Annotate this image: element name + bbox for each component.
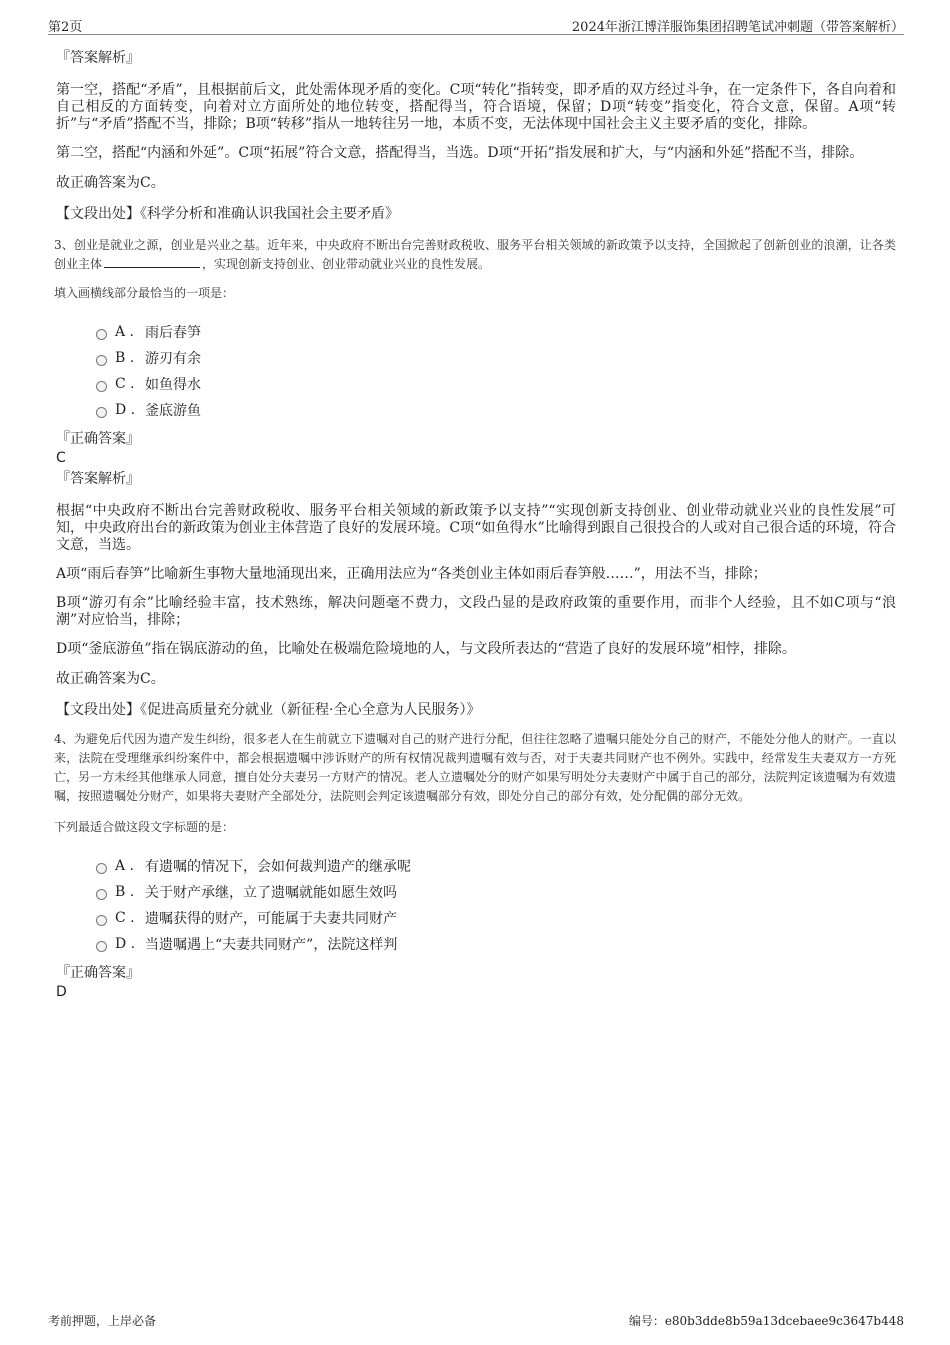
option-c[interactable] — [96, 905, 896, 931]
question-stem: 4、为避免后代因为遗产发生纠纷，很多老人在生前就立下遗嘱对自己的财产进行分配，但往往忽略了遗嘱只能处分自己的财产，不能处分他人的财产。一直以来，法院在受理继承纠纷案件中，都会根据遗嘱中涉诉财产的所有权情况裁判遗嘱有效与否，对于夫妻共同财产也不例外。实践中，经常发生夫妻双方一方死亡，另一方未经其他继承人同意，擅自处分夫妻另一方财产的情况。老人立遗嘱处分的财产如果写明处分夫妻财产中属于自己的部分，法院判定该遗嘱为有效遗嘱，按照遗嘱处分财产，如果将夫妻财产全部处分，法院则会判定该遗嘱部分有效，即处分自己的部分有效，处分配偶的部分无效。 — [54, 732, 896, 803]
document-id: 编号：e80b3dde8b59a13dcebaee9c3647b448 — [628, 1314, 904, 1328]
option-text: 游刃有余 — [145, 351, 201, 367]
correct-answer: C — [56, 450, 66, 466]
option-b[interactable] — [96, 879, 896, 905]
analysis-conclusion: 故正确答案为C。 — [56, 671, 165, 687]
option-text: 遗嘱获得的财产，可能属于夫妻共同财产 — [145, 911, 397, 927]
option-letter: D . — [115, 936, 136, 952]
question-prompt: 填入画横线部分最恰当的一项是： — [54, 286, 235, 300]
question-prompt: 下列最适合做这段文字标题的是： — [54, 820, 235, 834]
question-stem-part: 3、创业是就业之源，创业是兴业之基。近年来，中央政府不断出台完善财政税收、服务平台相关领域的新政策予以支持，全国掀起了创新创业的浪潮，让各类创业主体 — [54, 238, 896, 271]
radio-icon[interactable] — [96, 329, 107, 340]
option-letter: A . — [115, 324, 135, 340]
option-d[interactable] — [96, 397, 896, 423]
question-stem — [54, 236, 896, 274]
option-text: 雨后春笋 — [145, 325, 201, 341]
radio-icon[interactable] — [96, 941, 107, 952]
page-header — [48, 14, 904, 35]
option-letter: B . — [115, 884, 135, 900]
analysis-label: 『答案解析』 — [56, 471, 140, 487]
source-citation: 【文段出处】《促进高质量充分就业（新征程·全心全意为人民服务）》 — [56, 702, 481, 718]
analysis-paragraph: 第二空，搭配“内涵和外延”。C项“拓展”符合文意，搭配得当，当选。D项“开拓”指发展和扩大，与“内涵和外延”搭配不当，排除。 — [56, 145, 864, 161]
option-list — [56, 853, 896, 957]
footer-slogan: 考前押题，上岸必备 — [48, 1314, 157, 1328]
option-text: 有遗嘱的情况下，会如何裁判遗产的继承呢 — [145, 859, 411, 875]
option-text: 釜底游鱼 — [145, 403, 201, 419]
option-c[interactable] — [96, 371, 896, 397]
option-text: 当遗嘱遇上“夫妻共同财产”，法院这样判 — [145, 937, 398, 953]
option-a[interactable] — [96, 319, 896, 345]
option-letter: C . — [115, 376, 135, 392]
document-title: 2024年浙江博洋服饰集团招聘笔试冲刺题（带答案解析） — [571, 20, 904, 35]
radio-icon[interactable] — [96, 889, 107, 900]
radio-icon[interactable] — [96, 355, 107, 366]
analysis-paragraph: A项“雨后春笋”比喻新生事物大量地涌现出来，正确用法应为“各类创业主体如雨后春笋般……”，用法不当，排除； — [56, 566, 767, 582]
radio-icon[interactable] — [96, 407, 107, 418]
main-content — [56, 48, 896, 1001]
analysis-paragraph: D项“釜底游鱼”指在锅底游动的鱼，比喻处在极端危险境地的人，与文段所表达的“营造了良好的发展环境”相悖，排除。 — [56, 641, 796, 657]
answer-label: 『正确答案』 — [56, 431, 140, 447]
analysis-paragraph: 第一空，搭配“矛盾”，且根据前后文，此处需体现矛盾的变化。C项“转化”指转变，即矛盾的双方经过斗争，在一定条件下，各自向着和自己相反的方面转变，向着对立方面所处的地位转变，搭配得当，符合语境，保留；D项“转变”指变化，符合文意，保留。A项“转折”与“矛盾”搭配不当，排除；B项“转移”指从一地转往另一地，本质不变，无法体现中国社会主义主要矛盾的变化，排除。 — [56, 82, 896, 132]
option-b[interactable] — [96, 345, 896, 371]
option-letter: A . — [115, 858, 135, 874]
source-citation: 【文段出处】《科学分析和准确认识我国社会主要矛盾》 — [56, 206, 399, 222]
option-letter: D . — [115, 402, 136, 418]
option-d[interactable] — [96, 931, 896, 957]
option-letter: C . — [115, 910, 135, 926]
option-a[interactable] — [96, 853, 896, 879]
answer-label: 『正确答案』 — [56, 965, 140, 981]
analysis-label: 『答案解析』 — [56, 50, 140, 66]
radio-icon[interactable] — [96, 863, 107, 874]
option-text: 如鱼得水 — [145, 377, 201, 393]
analysis-paragraph: 根据“中央政府不断出台完善财政税收、服务平台相关领域的新政策予以支持”“实现创新支持创业、创业带动就业兴业的良性发展”可知，中央政府出台的新政策为创业主体营造了良好的发展环境。C项“如鱼得水”比喻得到跟自己很投合的人或对自己很合适的环境，符合文意，当选。 — [56, 503, 896, 553]
radio-icon[interactable] — [96, 915, 107, 926]
option-list — [56, 319, 896, 423]
analysis-conclusion: 故正确答案为C。 — [56, 175, 165, 191]
option-letter: B . — [115, 350, 135, 366]
blank-line — [104, 255, 200, 268]
question-stem-part: ，实现创新支持创业、创业带动就业兴业的良性发展。 — [202, 257, 491, 271]
radio-icon[interactable] — [96, 381, 107, 392]
page-number: 第2页 — [48, 20, 83, 35]
analysis-paragraph: B项“游刃有余”比喻经验丰富，技术熟练，解决问题毫不费力，文段凸显的是政府政策的重要作用，而非个人经验，且不如C项与“浪潮”对应恰当，排除； — [56, 595, 896, 628]
option-text: 关于财产承继，立了遗嘱就能如愿生效吗 — [145, 885, 397, 901]
correct-answer: D — [56, 984, 67, 1000]
